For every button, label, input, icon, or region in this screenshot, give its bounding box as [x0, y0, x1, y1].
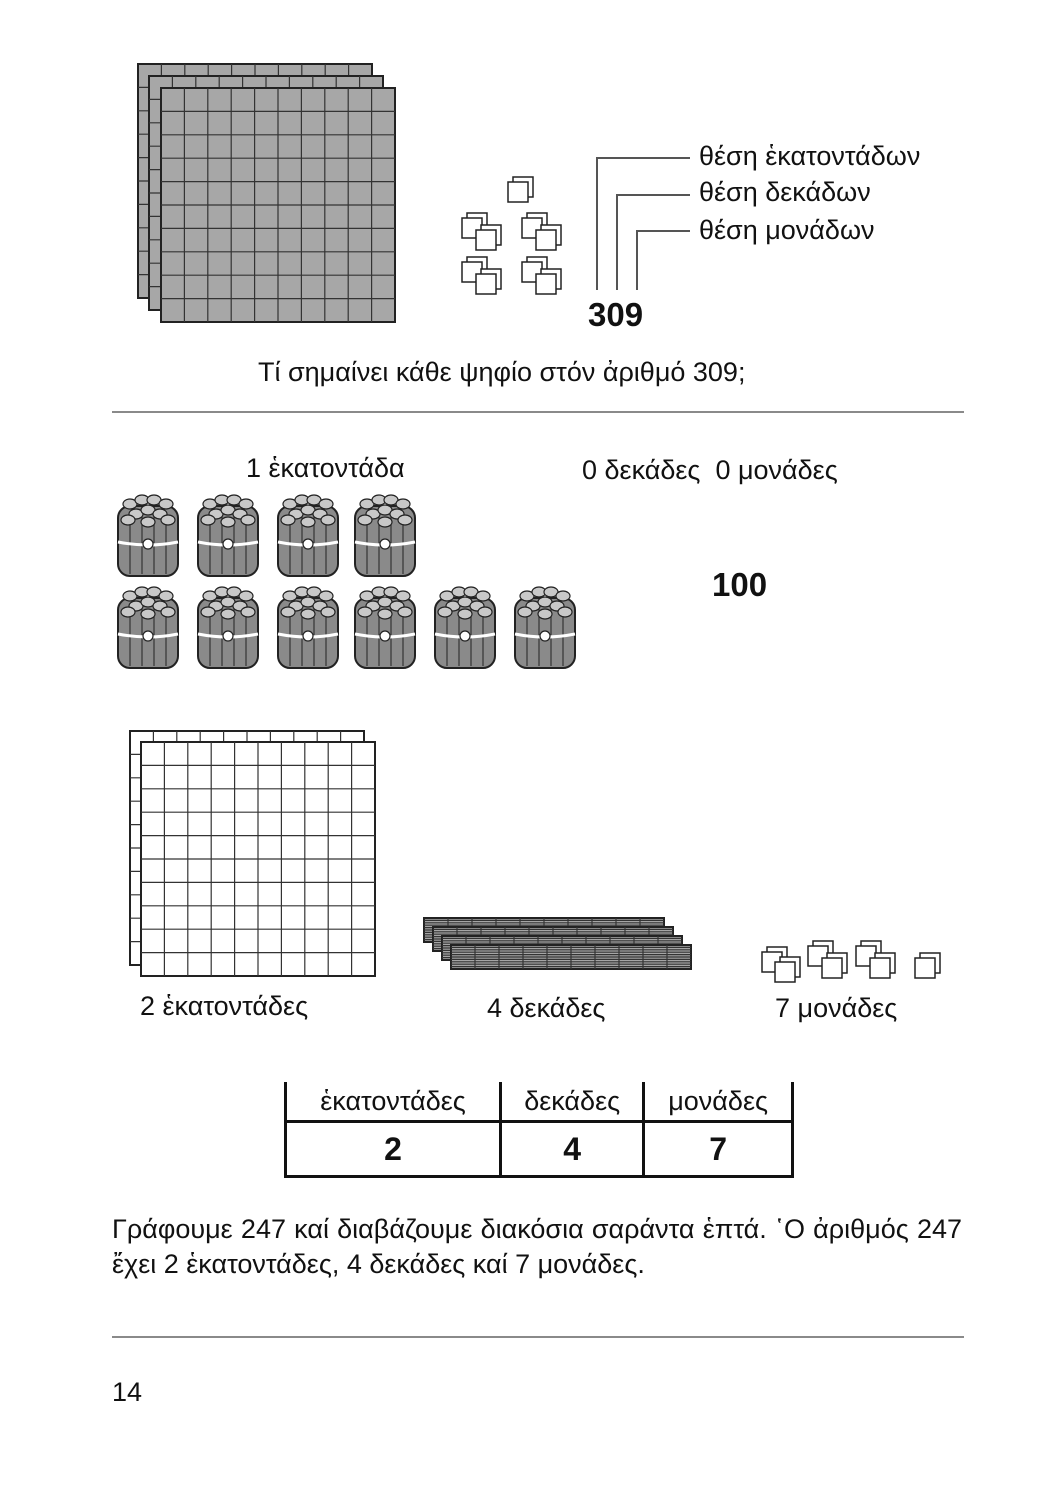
hundred-square-white-2	[141, 742, 375, 976]
place-value-table	[284, 1082, 794, 1178]
divider-bottom	[112, 1336, 964, 1338]
label-one-hundred: 1 ἑκατοντάδα	[246, 453, 405, 483]
table-header-tens: δεκάδες	[501, 1082, 644, 1122]
table-value-units: 7	[644, 1122, 793, 1177]
table-header-units: μονάδες	[644, 1082, 793, 1122]
label-hundreds-place: θέση ἑκατοντάδων	[699, 141, 921, 171]
table-header-hundreds: ἑκατοντάδες	[286, 1082, 501, 1122]
table-value-tens: 4	[501, 1122, 644, 1177]
label-zero-tens-zero-units: 0 δεκάδες 0 μονάδες	[582, 455, 838, 485]
label-units-place: θέση μονάδων	[699, 215, 875, 245]
label-two-hundreds: 2 ἑκατοντάδες	[140, 991, 309, 1021]
label-seven-units: 7 μονάδες	[775, 993, 898, 1023]
table-value-hundreds: 2	[286, 1122, 501, 1177]
question-309: Τί σημαίνει κάθε ψηφίο στόν ἀριθμό 309;	[258, 357, 746, 387]
page-number: 14	[112, 1377, 143, 1407]
number-100: 100	[712, 566, 768, 603]
explanation-paragraph: Γράφουμε 247 καί διαβάζουμε διακόσια σαράντα ἑπτά. ῾Ο ἀριθμός 247 ἔχει 2 ἑκατοντάδες, 4 δεκάδες καί 7 μονάδες.	[112, 1214, 962, 1279]
unit-cube-247-7	[915, 953, 940, 978]
number-309: 309	[588, 296, 644, 333]
label-tens-place: θέση δεκάδων	[699, 177, 871, 207]
ten-rod-4	[451, 945, 691, 969]
label-four-tens: 4 δεκάδες	[487, 993, 606, 1023]
